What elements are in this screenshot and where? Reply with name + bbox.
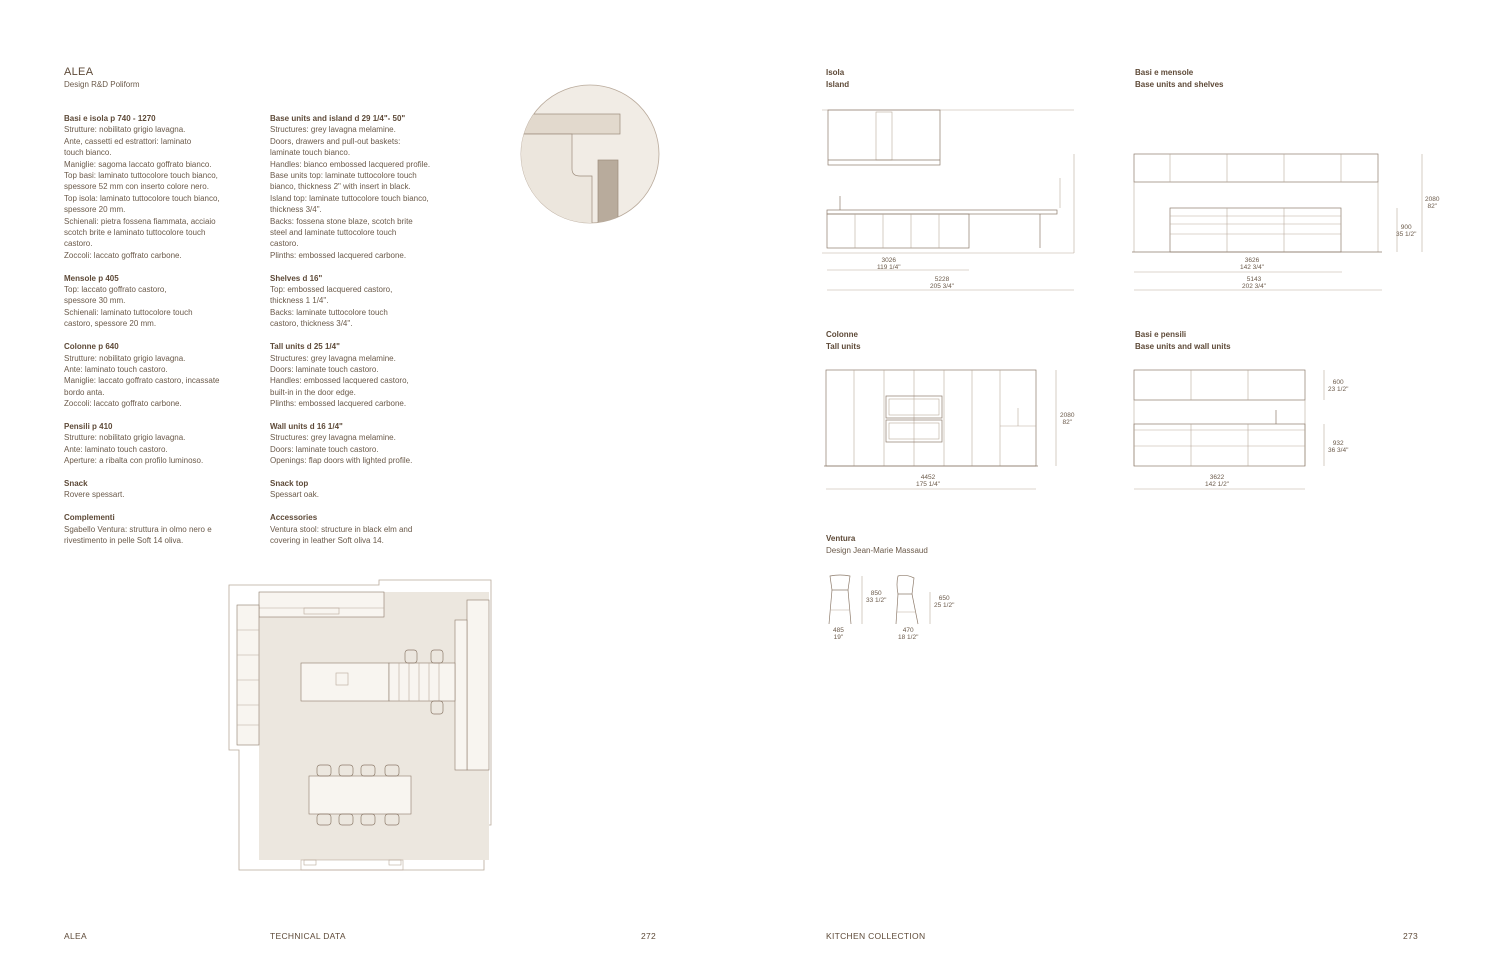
spec-en-line: Structures: grey lavagna melamine. [270, 433, 396, 443]
dim-base-shelves-2-in: 202 3/4" [1242, 283, 1266, 290]
base-shelves-elevation [1132, 152, 1427, 294]
spec-it-line: Strutture: nobilitato grigio lavagna. [64, 125, 186, 135]
dim-base-wall-1-in: 142 1/2" [1205, 481, 1229, 488]
spec-it-line: castoro, spessore 20 mm. [64, 319, 157, 329]
spec-it-line: spessore 52 mm con inserto colore nero. [64, 182, 209, 192]
spec-en-block [270, 341, 470, 409]
base-wall-elevation [1132, 368, 1332, 493]
specs-italian [64, 113, 264, 558]
spec-it-line: castoro. [64, 239, 93, 249]
section-title-base-wall-it: Basi e pensili [1135, 330, 1187, 339]
spec-en-line: Backs: laminate tuttocolore touch [270, 307, 388, 317]
spec-it-line: Aperture: a ribalta con profilo luminoso. [64, 456, 204, 466]
spec-it-line: Zoccoli: laccato goffrato carbone. [64, 399, 182, 409]
spec-it-line: spessore 30 mm. [64, 296, 126, 306]
spec-en-title: Shelves d 16" [270, 273, 323, 283]
spec-en-line: thickness 1 1/4". [270, 296, 329, 306]
page-number-right: 273 [1403, 931, 1419, 941]
dim-tall-2-in: 82" [1062, 419, 1072, 426]
spec-it-line: Sgabello Ventura: struttura in olmo nero e [64, 524, 212, 534]
dim-ventura-4-mm: 470 [902, 627, 914, 634]
spec-en-line: Base units top: laminate tuttocolore touch [270, 171, 417, 181]
spec-it-line: Ante: laminato touch castoro. [64, 444, 168, 454]
spec-it-line: Ante, cassetti ed estrattori: laminato [64, 136, 192, 146]
spec-it-line: Rovere spessart. [64, 490, 125, 500]
spec-it-block [64, 478, 264, 501]
dim-ventura-3-in: 19" [833, 634, 844, 641]
spec-en-title: Tall units d 25 1/4" [270, 342, 340, 352]
dim-base-shelves-4-mm: 900 [1400, 224, 1412, 231]
spec-en-line: covering in leather Soft oliva 14. [270, 535, 384, 545]
spec-en-line: laminate touch bianco. [270, 148, 351, 158]
section-title-island-it: Isola [826, 68, 845, 77]
island-elevation [822, 108, 1077, 293]
spec-it-block [64, 273, 264, 330]
spec-en-title: Base units and island d 29 1/4"- 50" [270, 114, 406, 123]
ventura-designer: Design Jean-Marie Massaud [826, 546, 928, 555]
spec-en-block [270, 113, 470, 261]
spec-it-line: Top: laccato goffrato castoro, [64, 285, 167, 295]
specs-english [270, 113, 470, 558]
spec-en-line: thickness 3/4". [270, 205, 322, 215]
spec-it-line: Ante: laminato touch castoro. [64, 364, 168, 374]
spec-it-title: Colonne p 640 [64, 342, 119, 352]
spec-en-line: Structures: grey lavagna melamine. [270, 353, 396, 363]
spec-en-line: Structures: grey lavagna melamine. [270, 125, 396, 135]
spec-it-block [64, 512, 264, 546]
ventura-title: Ventura [826, 534, 856, 543]
spec-it-title: Snack [64, 478, 88, 488]
spec-it-line: Maniglie: sagoma laccato goffrato bianco. [64, 159, 212, 169]
section-title-tall-en: Tall units [826, 341, 861, 351]
dim-ventura-2-mm: 650 [938, 595, 950, 602]
spec-en-line: built-in in the door edge. [270, 387, 356, 397]
spec-it-line: Maniglie: laccato goffrato castoro, incassate [64, 376, 220, 386]
spec-en-line: Handles: embossed lacquered castoro, [270, 376, 409, 386]
dim-ventura-3-mm: 485 [833, 627, 844, 634]
dim-base-wall-2-in: 23 1/2" [1328, 386, 1349, 393]
spec-en-block [270, 478, 470, 501]
dim-ventura-1-in: 33 1/2" [866, 597, 887, 604]
spec-it-block [64, 421, 264, 467]
spec-it-block [64, 113, 264, 261]
spec-it-line: touch bianco. [64, 148, 112, 158]
spec-en-line: castoro. [270, 239, 299, 249]
spec-it-line: rivestimento in pelle Soft 14 oliva. [64, 535, 184, 545]
spec-it-line: Top basi: laminato tuttocolore touch bianco, [64, 171, 218, 181]
dim-island-1-in: 119 1/4" [877, 264, 901, 271]
dim-base-wall-3-in: 36 3/4" [1328, 447, 1349, 454]
dim-base-wall-2-mm: 600 [1332, 379, 1344, 386]
floor-plan [229, 580, 491, 872]
dim-base-shelves-4-in: 35 1/2" [1396, 231, 1417, 238]
dim-tall-2-mm: 2080 [1060, 412, 1075, 419]
spec-it-title: Basi e isola p 740 - 1270 [64, 114, 156, 123]
dim-island-2-in: 205 3/4" [930, 283, 954, 290]
edge-profile-detail [520, 84, 660, 224]
spec-en-line: bianco, thickness 2" with insert in black. [270, 182, 411, 192]
section-title-island-en: Island [826, 79, 850, 89]
spec-en-line: Plinths: embossed lacquered carbone. [270, 399, 407, 409]
dim-base-shelves-2-mm: 5143 [1246, 276, 1262, 283]
spec-en-line: Plinths: embossed lacquered carbone. [270, 250, 407, 260]
spec-it-line: Strutture: nobilitato grigio lavagna. [64, 353, 186, 363]
designer-credit: Design R&D Poliform [64, 80, 140, 89]
spec-it-line: Top isola: laminato tuttocolore touch bianco, [64, 193, 220, 203]
spec-en-line: Spessart oak. [270, 490, 319, 500]
spec-en-title: Accessories [270, 513, 318, 523]
dim-base-shelves-1-in: 142 3/4" [1240, 264, 1264, 271]
footer-section-right: KITCHEN COLLECTION [826, 931, 926, 941]
spec-en-title: Wall units d 16 1/4" [270, 421, 343, 431]
spec-en-line: steel and laminate tuttocolore touch [270, 228, 397, 238]
spec-it-line: Schienali: pietra fossena fiammata, acciaio [64, 216, 216, 226]
footer-section-left: TECHNICAL DATA [270, 931, 346, 941]
spec-en-title: Snack top [270, 478, 309, 488]
spec-it-line: Strutture: nobilitato grigio lavagna. [64, 433, 186, 443]
spec-it-title: Mensole p 405 [64, 273, 119, 283]
tall-units-elevation [824, 368, 1064, 493]
spec-en-block [270, 421, 470, 467]
spec-en-line: Doors, drawers and pull-out baskets: [270, 136, 401, 146]
spec-it-line: Zoccoli: laccato goffrato carbone. [64, 250, 182, 260]
brand-title: ALEA [64, 66, 94, 78]
dim-tall-1-in: 175 1/4" [916, 481, 940, 488]
spec-en-line: Top: embossed lacquered castoro, [270, 285, 393, 295]
spec-en-line: Doors: laminate touch castoro. [270, 444, 379, 454]
section-title-tall-it: Colonne [826, 330, 858, 339]
spec-it-block [64, 341, 264, 409]
spec-en-line: Ventura stool: structure in black elm and [270, 524, 413, 534]
dim-base-shelves-3-in: 82" [1427, 203, 1437, 210]
dim-island-1-mm: 3026 [881, 257, 896, 264]
spec-it-title: Pensili p 410 [64, 421, 113, 431]
dim-base-wall-3-mm: 932 [1332, 440, 1344, 447]
section-title-base-shelves-en: Base units and shelves [1135, 79, 1224, 89]
spec-en-block [270, 273, 470, 330]
spec-it-line: Schienali: laminato tuttocolore touch [64, 307, 193, 317]
spec-it-title: Complementi [64, 513, 115, 523]
spec-en-line: Backs: fossena stone blaze, scotch brite [270, 216, 413, 226]
section-title-base-wall-en: Base units and wall units [1135, 341, 1231, 351]
spec-en-line: Handles: bianco embossed lacquered profile. [270, 159, 431, 169]
spec-it-line: spessore 20 mm. [64, 205, 126, 215]
spec-en-line: Island top: laminate tuttocolore touch bianco, [270, 193, 429, 203]
spec-en-line: Doors: laminate touch castoro. [270, 364, 379, 374]
dim-base-shelves-1-mm: 3626 [1244, 257, 1260, 264]
dim-ventura-4-in: 18 1/2" [898, 634, 919, 641]
dim-ventura-2-in: 25 1/2" [934, 602, 955, 609]
dim-base-shelves-3-mm: 2080 [1425, 196, 1440, 203]
section-title-base-shelves-it: Basi e mensole [1135, 68, 1194, 77]
spec-en-line: Openings: flap doors with lighted profile. [270, 456, 413, 466]
page-number-left: 272 [641, 931, 657, 941]
spec-en-line: castoro, thickness 3/4". [270, 319, 353, 329]
dim-base-wall-1-mm: 3622 [1209, 474, 1225, 481]
spec-en-block [270, 512, 470, 546]
footer-brand: ALEA [64, 931, 87, 941]
dim-ventura-1-mm: 850 [870, 590, 882, 597]
spec-it-line: bordo anta. [64, 387, 105, 397]
dim-tall-1-mm: 4452 [920, 474, 936, 481]
spec-it-line: scotch brite e laminato tuttocolore touch [64, 228, 206, 238]
dim-island-2-mm: 5228 [934, 276, 950, 283]
